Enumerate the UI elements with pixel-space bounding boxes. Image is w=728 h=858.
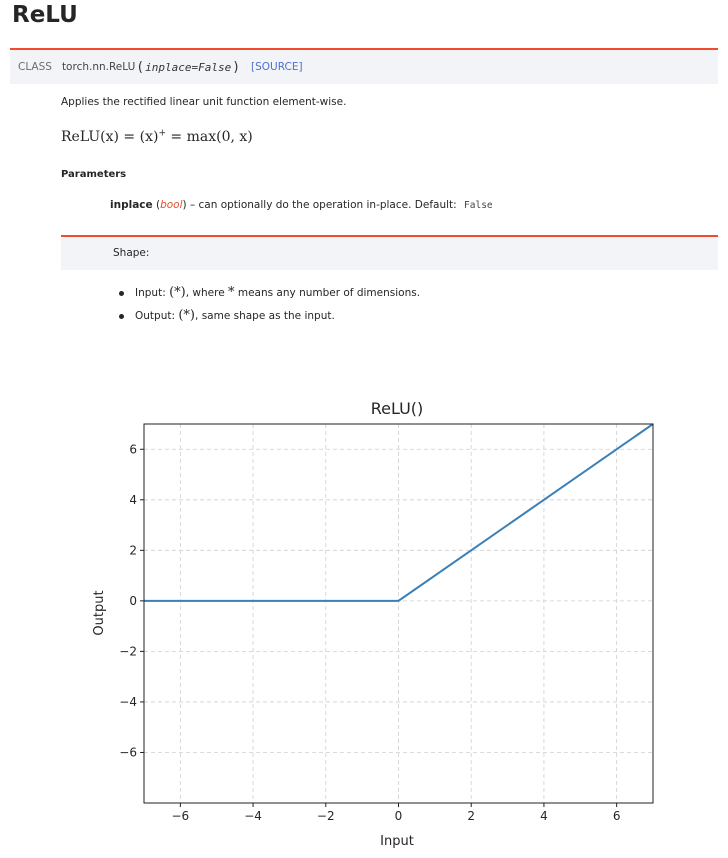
- parameters-heading: Parameters: [61, 169, 127, 180]
- param-name: inplace: [110, 199, 153, 211]
- bullet-prefix: Output:: [135, 310, 179, 322]
- chart-title: ReLU(): [370, 399, 424, 418]
- list-item: [117, 283, 420, 306]
- x-tick-label: 0: [394, 809, 403, 823]
- formula-lhs: ReLU(x) = (x): [61, 129, 159, 145]
- bullet-suffix: , same shape as the input.: [195, 310, 335, 322]
- param-desc-prefix: (: [152, 199, 161, 211]
- bullet-prefix: Input:: [135, 287, 170, 299]
- open-paren: (: [136, 59, 145, 75]
- shape-box: [61, 235, 718, 270]
- param-type-link[interactable]: bool: [160, 199, 183, 211]
- source-link[interactable]: [SOURCE]: [251, 61, 303, 73]
- chart-grid: [144, 424, 653, 803]
- parameter-inplace: [110, 199, 493, 211]
- x-tick-label: −6: [171, 809, 190, 823]
- list-item: [117, 306, 420, 329]
- relu-chart: [0, 380, 728, 858]
- param-desc: ) – can optionally do the operation in-place. Default:: [182, 199, 461, 211]
- shape-label: Shape:: [113, 247, 150, 259]
- formula-rhs: = max(0, x): [165, 129, 253, 145]
- y-axis-label: Output: [92, 590, 107, 636]
- formula-sup: +: [158, 128, 166, 139]
- y-tick-label: 2: [129, 543, 137, 558]
- bullet-suffix: means any number of dimensions.: [234, 287, 421, 299]
- shape-list: [117, 283, 420, 329]
- bullet-math: (*): [178, 308, 196, 323]
- x-tick-label: −2: [316, 809, 335, 823]
- bullet-math: (*): [169, 285, 186, 300]
- y-tick-label: −2: [119, 644, 137, 659]
- class-args: inplace=False: [145, 60, 232, 74]
- y-tick-label: 6: [129, 442, 137, 457]
- x-tick-label: −4: [244, 809, 262, 823]
- x-tick-label: 6: [612, 809, 621, 823]
- y-tick-label: 0: [129, 593, 137, 608]
- class-signature: [10, 48, 718, 84]
- bullet-math2: *: [228, 285, 235, 300]
- class-name: torch.nn.ReLU: [61, 61, 136, 73]
- page-title: ReLU: [12, 2, 78, 28]
- bullet-mid: , where: [185, 287, 228, 299]
- close-paren: ): [232, 59, 241, 75]
- x-tick-label: 2: [467, 809, 476, 823]
- param-default: False: [464, 200, 493, 211]
- formula: [61, 129, 253, 145]
- description: Applies the rectified linear unit function element-wise.: [61, 96, 347, 108]
- x-axis-label: Input: [380, 834, 414, 849]
- y-tick-label: 4: [129, 492, 137, 507]
- y-tick-label: −4: [119, 694, 137, 709]
- y-tick-label: −6: [119, 745, 137, 760]
- x-tick-label: 4: [540, 809, 548, 823]
- class-keyword: CLASS: [18, 61, 52, 73]
